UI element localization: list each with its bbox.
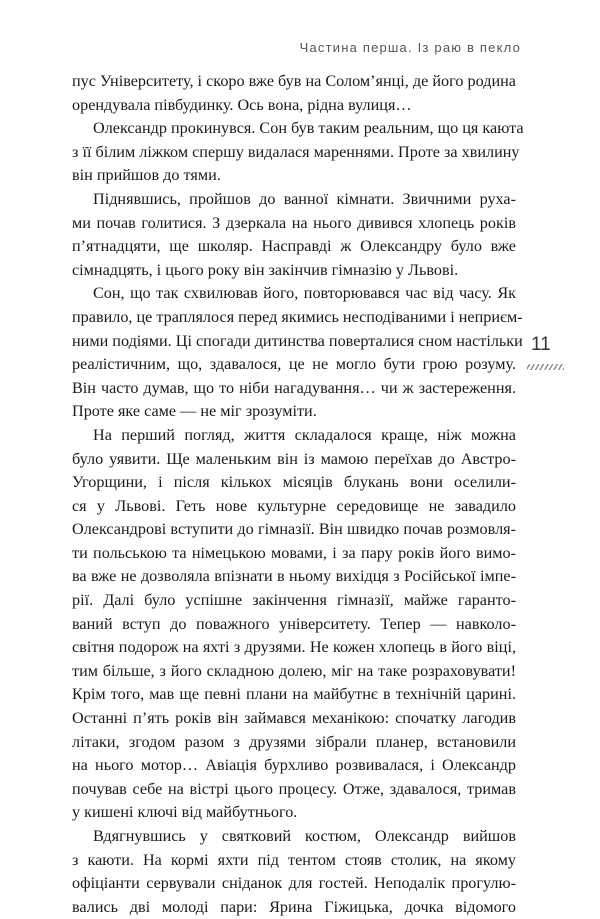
text-line: з каюти. На кормі яхти під тентом стояв столик, на якому <box>72 850 516 869</box>
text-line: сімнадцять, і цього року він закінчив гімназію у Львові. <box>72 260 459 279</box>
hatch-ornament <box>527 364 564 370</box>
text-line: рії. Далі було успішне закінчення гімназії, майже гаранто- <box>72 591 516 610</box>
text-line: вались дві молоді пари: Ярина Гіжицька, дочка відомого <box>72 897 516 916</box>
text-line: правило, це траплялося перед якимись несподіваними і неприєм- <box>72 307 523 326</box>
text-line: п’ятнадцяти, ще школяр. Насправді ж Олександру було вже <box>72 237 516 256</box>
text-line: пус Університету, і скоро вже був на Солом’янці, де його родина <box>72 72 516 90</box>
text-line: ти польською та німецькою мовами, і за пару років його вимо- <box>72 543 516 562</box>
text-line: ними подіями. Ці спогади дитинства поверталися сном настільки <box>72 331 523 350</box>
text-line: орендувала півбудинку. Ось вона, рідна вулиця… <box>72 95 412 114</box>
text-line: Крім того, мав ще певні плани на майбутнє в технічній царині. <box>72 685 516 704</box>
text-line: Піднявшись, пройшов до ванної кімнати. Звичними руха- <box>93 189 516 208</box>
text-line: Він часто думав, що то ніби нагадування… чи ж застереження. <box>72 378 516 397</box>
text-line: офіціанти сервували сніданок для гостей. Неподалік прогулю- <box>72 874 516 893</box>
text-line: Олександрові вступити до гімназії. Він швидко почав розмовля- <box>72 520 516 539</box>
text-line: ва вже не дозволяла впізнати в ньому вихідця з Російської імпе- <box>72 567 516 586</box>
text-line: На перший погляд, життя складалося краще, ніж можна <box>93 425 516 444</box>
text-line: світня подорож на яхті з друзями. Не кожен хлопець в його віці, <box>72 638 516 657</box>
text-line: у кишені ключі від майбутнього. <box>72 803 298 822</box>
text-line: реалістичним, що, здавалося, це не могло бути грою розуму. <box>72 355 516 374</box>
text-line: ся у Львові. Геть нове культурне середовище не завадило <box>72 496 516 515</box>
running-title: Частина перша. Із раю в пекло <box>299 40 521 55</box>
text-line: літаки, згодом разом з друзями зібрали планер, встановили <box>72 732 516 751</box>
page-number: 11 <box>531 334 551 355</box>
text-line: Сон, що так схвилював його, повторювався час від часу. Як <box>93 284 516 303</box>
text-line: він прийшов до тями. <box>72 166 221 185</box>
text-line: тим більше, з його складною долею, міг на таке розраховувати! <box>72 661 516 680</box>
text-line: ваний вступ до поважного університету. Тепер — навколо- <box>72 614 516 633</box>
text-line: Останні п’ять років він займався механікою: спочатку лагодив <box>72 709 516 728</box>
text-line: Олександр прокинувся. Сон був таким реальним, що ця каюта <box>93 119 524 138</box>
text-line: Вдягнувшись у святковий костюм, Олександр вийшов <box>93 827 516 845</box>
text-line: почував себе на вістрі цього процесу. Отже, здавалося, тримав <box>72 779 516 798</box>
body-text <box>72 70 524 919</box>
text-line: на нього мотор… Авіація бурхливо розвивалася, і Олександр <box>72 756 516 775</box>
text-line: з її білим ліжком спершу видалася мареннями. Проте за хвилину <box>72 142 520 161</box>
text-line: Проте яке саме — не міг зрозуміти. <box>72 402 317 421</box>
text-line: було уявити. Ще маленьким він із мамою переїхав до Австро- <box>72 449 516 468</box>
text-line: ми почав голитися. З дзеркала на нього дивився хлопець років <box>72 213 516 232</box>
text-line: Угорщини, і після кількох місяців блукань вони оселили- <box>72 473 516 492</box>
